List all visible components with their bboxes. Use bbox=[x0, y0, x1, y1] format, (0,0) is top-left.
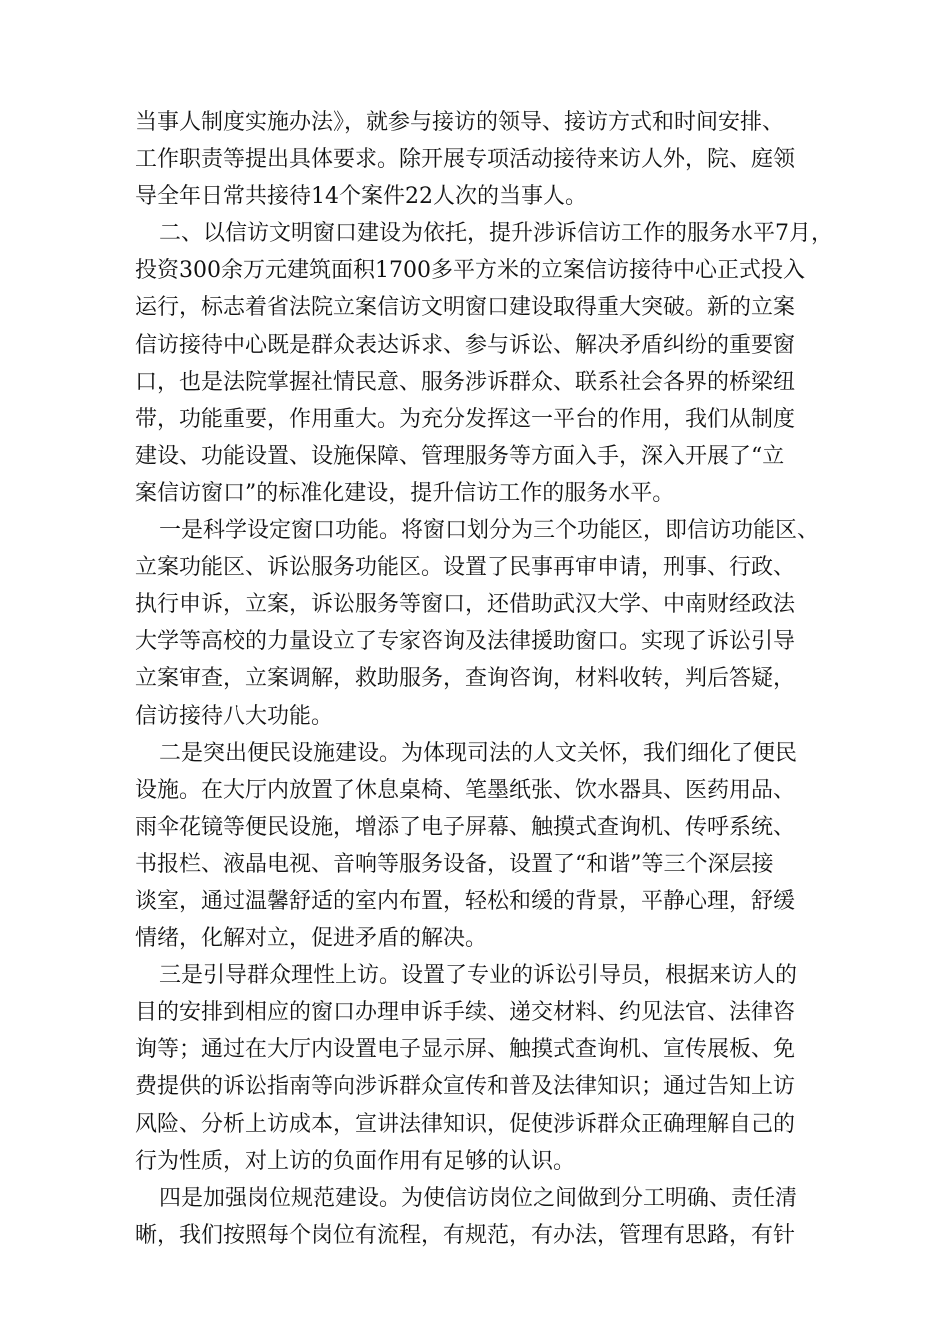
text-line: 雨伞花镜等便民设施，增添了电子屏幕、触摸式查询机、传呼系统、 bbox=[135, 814, 796, 840]
document-body bbox=[135, 104, 835, 1254]
text-line: 费提供的诉讼指南等向涉诉群众宣传和普及法律知识；通过告知上访 bbox=[135, 1074, 796, 1100]
text-line: 晰，我们按照每个岗位有流程，有规范，有办法，管理有思路，有针 bbox=[135, 1222, 796, 1248]
text-line: 大学等高校的力量设立了专家咨询及法律援助窗口。实现了诉讼引导 bbox=[135, 629, 796, 655]
text-line: 案信访窗口”的标准化建设，提升信访工作的服务水平。 bbox=[135, 480, 675, 506]
text-line: 信访接待八大功能。 bbox=[135, 703, 334, 729]
text-line: 导全年日常共接待14个案件22人次的当事人。 bbox=[135, 184, 587, 210]
text-line: 目的安排到相应的窗口办理申诉手续、递交材料、约见法官、法律咨 bbox=[135, 1000, 796, 1026]
text-line: 三是引导群众理性上访。设置了专业的诉讼引导员，根据来访人的 bbox=[159, 963, 798, 989]
text-line: 设施。在大厅内放置了休息桌椅、笔墨纸张、饮水器具、医药用品、 bbox=[135, 777, 796, 803]
text-line: 立案审查，立案调解，救助服务，查询咨询，材料收转，判后答疑， bbox=[135, 666, 796, 692]
text-line: 信访接待中心既是群众表达诉求、参与诉讼、解决矛盾纠纷的重要窗 bbox=[135, 332, 796, 358]
text-line: 口，也是法院掌握社情民意、服务涉诉群众、联系社会各界的桥梁纽 bbox=[135, 369, 796, 395]
text-line: 执行申诉，立案，诉讼服务等窗口，还借助武汉大学、中南财经政法 bbox=[135, 592, 796, 618]
text-line: 运行，标志着省法院立案信访文明窗口建设取得重大突破。新的立案 bbox=[135, 295, 796, 321]
text-line: 带，功能重要，作用重大。为充分发挥这一平台的作用，我们从制度 bbox=[135, 406, 796, 432]
text-line: 书报栏、液晶电视、音响等服务设备，设置了“和谐”等三个深层接 bbox=[135, 851, 774, 877]
text-line: 工作职责等提出具体要求。除开展专项活动接待来访人外，院、庭领 bbox=[135, 147, 796, 173]
text-line: 风险、分析上访成本，宣讲法律知识，促使涉诉群众正确理解自己的 bbox=[135, 1111, 796, 1137]
text-line: 立案功能区、诉讼服务功能区。设置了民事再审申请，刑事、行政、 bbox=[135, 555, 796, 581]
text-line: 四是加强岗位规范建设。为使信访岗位之间做到分工明确、责任清 bbox=[159, 1185, 798, 1211]
text-line: 二是突出便民设施建设。为体现司法的人文关怀，我们细化了便民 bbox=[159, 740, 798, 766]
text-line: 行为性质，对上访的负面作用有足够的认识。 bbox=[135, 1148, 576, 1174]
text-line: 情绪，化解对立，促进矛盾的解决。 bbox=[135, 926, 488, 952]
text-line: 建设、功能设置、设施保障、管理服务等方面入手，深入开展了“立 bbox=[135, 443, 785, 469]
text-line: 投资300余万元建筑面积1700多平方米的立案信访接待中心正式投入 bbox=[135, 258, 805, 284]
text-line: 询等；通过在大厅内设置电子显示屏、触摸式查询机、宣传展板、免 bbox=[135, 1037, 796, 1063]
text-line: 当事人制度实施办法》，就参与接访的领导、接访方式和时间安排、 bbox=[135, 110, 785, 135]
text-line: 二、以信访文明窗口建设为依托，提升涉诉信访工作的服务水平7月， bbox=[159, 221, 833, 247]
text-line: 一是科学设定窗口功能。将窗口划分为三个功能区，即信访功能区、 bbox=[159, 518, 820, 544]
text-line: 谈室，通过温馨舒适的室内布置，轻松和缓的背景，平静心理，舒缓 bbox=[135, 888, 796, 914]
